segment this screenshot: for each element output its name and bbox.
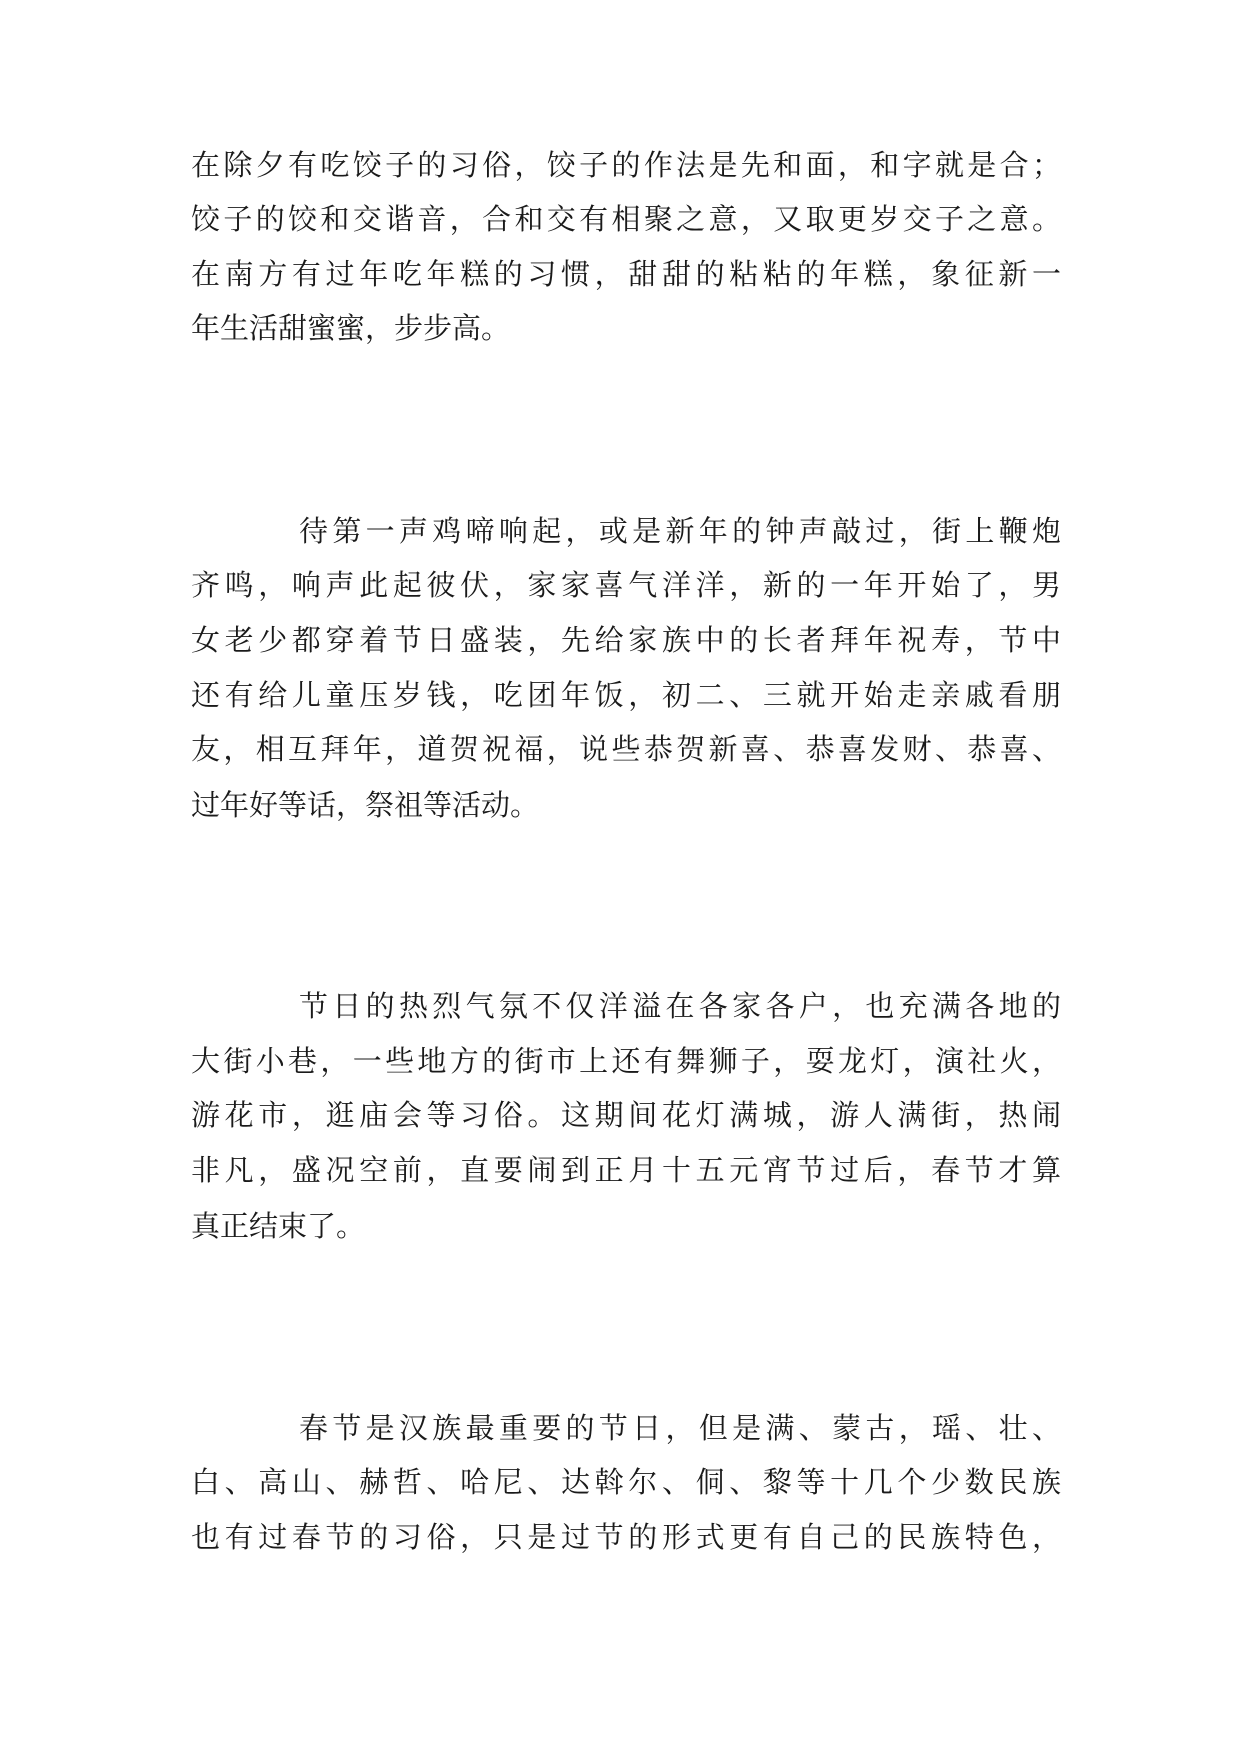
text-line: 友，相互拜年，道贺祝福，说些恭贺新喜、恭喜发财、恭喜、 — [191, 732, 1061, 766]
text-line: 非凡，盛况空前，直要闹到正月十五元宵节过后，春节才算 — [191, 1153, 1061, 1187]
text-line: 真正结束了。 — [191, 1209, 366, 1243]
text-line: 在南方有过年吃年糕的习惯，甜甜的粘粘的年糕，象征新一 — [191, 257, 1061, 291]
text-line: 齐鸣，响声此起彼伏，家家喜气洋洋，新的一年开始了，男 — [191, 568, 1061, 602]
text-line: 春节是汉族最重要的节日，但是满、蒙古，瑶、壮、 — [299, 1411, 1061, 1445]
text-line: 在除夕有吃饺子的习俗，饺子的作法是先和面，和字就是合； — [191, 148, 1061, 182]
text-line: 过年好等话，祭祖等活动。 — [191, 788, 540, 822]
text-line: 年生活甜蜜蜜，步步高。 — [191, 311, 511, 345]
text-line: 还有给儿童压岁钱，吃团年饭，初二、三就开始走亲戚看朋 — [191, 678, 1061, 712]
text-line: 大街小巷，一些地方的街市上还有舞狮子，耍龙灯，演社火， — [191, 1044, 1061, 1078]
text-line: 饺子的饺和交谐音，合和交有相聚之意，又取更岁交子之意。 — [191, 202, 1061, 236]
text-line: 也有过春节的习俗，只是过节的形式更有自己的民族特色， — [191, 1520, 1061, 1554]
text-line: 白、高山、赫哲、哈尼、达斡尔、侗、黎等十几个少数民族 — [191, 1465, 1061, 1499]
text-line: 节日的热烈气氛不仅洋溢在各家各户，也充满各地的 — [299, 989, 1061, 1023]
text-line: 女老少都穿着节日盛装，先给家族中的长者拜年祝寿，节中 — [191, 623, 1061, 657]
text-line: 游花市，逛庙会等习俗。这期间花灯满城，游人满街，热闹 — [191, 1098, 1061, 1132]
text-line: 待第一声鸡啼响起，或是新年的钟声敲过，街上鞭炮 — [299, 514, 1061, 548]
